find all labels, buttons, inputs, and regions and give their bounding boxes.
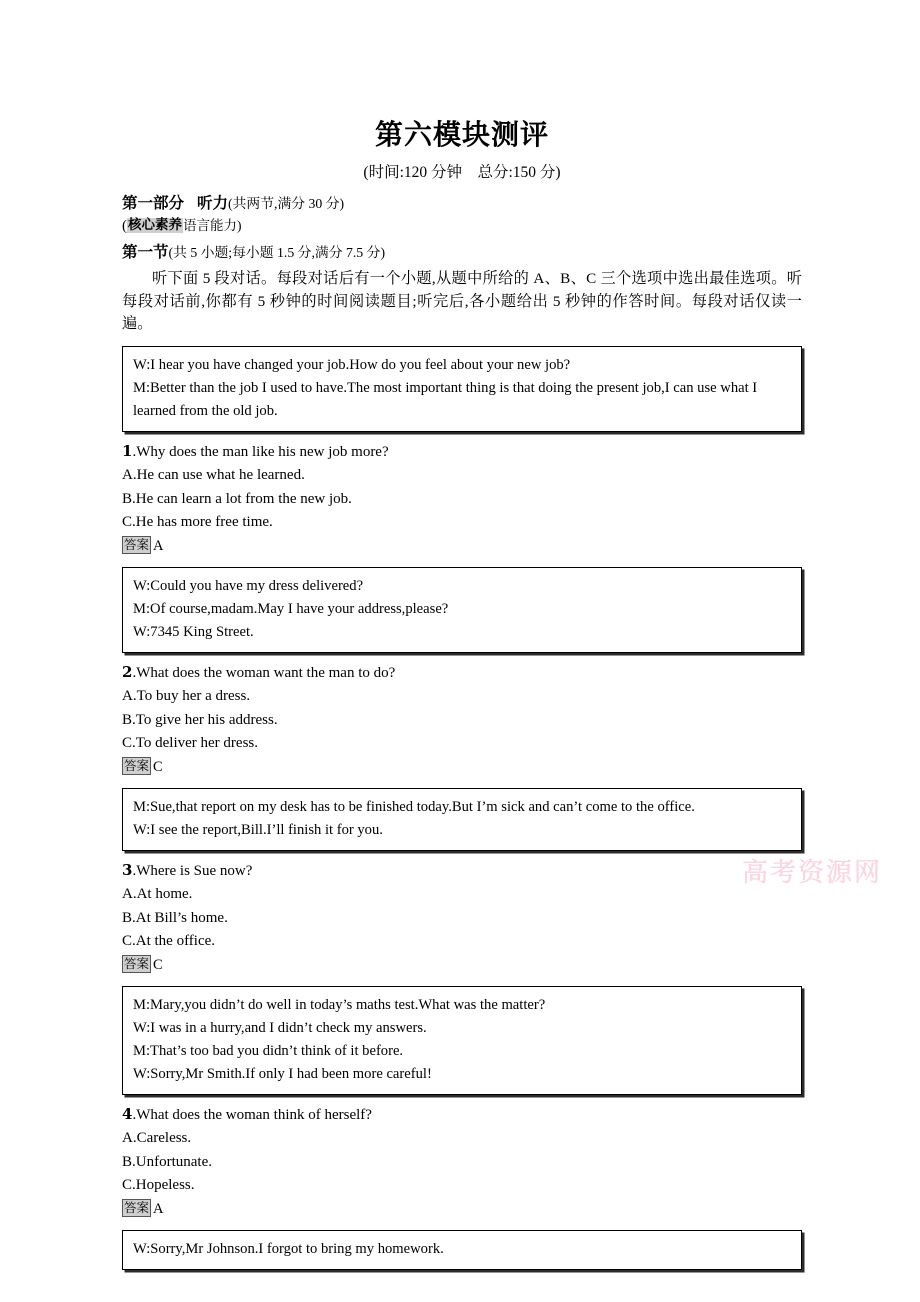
question-number: 3	[122, 860, 133, 879]
question-option-b[interactable]: B.To give her his address.	[122, 711, 278, 728]
section-label: 第一节	[122, 242, 169, 261]
question-number: 4	[122, 1104, 133, 1123]
question-option-c[interactable]: C.Hopeless.	[122, 1177, 195, 1193]
answer-value: A	[153, 537, 164, 554]
core-competency-tag: 核心素养	[128, 217, 182, 233]
answer-row	[122, 757, 802, 778]
question-stem	[122, 440, 802, 465]
dialogue-box	[122, 567, 802, 653]
section-meta: (共 5 小题;每小题 1.5 分,满分 7.5 分)	[168, 245, 386, 260]
question-option-a[interactable]: A.At home.	[122, 886, 193, 902]
dialogue-line: M:That’s too bad you didn’t think of it before.	[133, 1042, 404, 1059]
part-heading	[122, 192, 802, 215]
question-block	[122, 859, 802, 976]
part-meta: (共两节,满分 30 分)	[228, 196, 345, 211]
section-heading	[122, 241, 802, 264]
question-number: 1	[122, 441, 133, 460]
answer-tag: 答案	[124, 1199, 150, 1215]
answer-value: A	[153, 1200, 164, 1217]
question-text: .What does the woman want the man to do?	[132, 664, 396, 681]
question-option-c[interactable]: C.At the office.	[122, 933, 216, 949]
question-option-b[interactable]: B.At Bill’s home.	[122, 909, 228, 926]
dialogue-line: M:Of course,madam.May I have your address,please?	[133, 600, 449, 617]
question-block	[122, 661, 802, 778]
question-text: .Where is Sue now?	[132, 862, 253, 879]
dialogue-box	[122, 986, 802, 1095]
competency-open-paren: (	[122, 218, 127, 234]
answer-row	[122, 1199, 802, 1220]
question-block	[122, 1103, 802, 1220]
dialogue-line: W:Sorry,Mr Johnson.I forgot to bring my homework.	[133, 1240, 444, 1257]
page-watermark: 高考资源网	[742, 858, 883, 888]
question-option-b[interactable]: B.He can learn a lot from the new job.	[122, 490, 352, 507]
dialogue-box	[122, 346, 802, 432]
dialogue-box	[122, 788, 802, 851]
answer-value: C	[153, 758, 163, 775]
answer-row	[122, 955, 802, 976]
question-option-a[interactable]: A.Careless.	[122, 1130, 192, 1146]
question-stem	[122, 661, 802, 686]
dialogue-line: M:Better than the job I used to have.The most important thing is that doing the present job,I can use what I learned from the old job.	[133, 379, 758, 419]
exam-meta-subtitle: (时间:120 分钟 总分:150 分)	[363, 164, 561, 181]
dialogue-line: W:I see the report,Bill.I’ll finish it for you.	[133, 821, 383, 838]
question-block	[122, 440, 802, 557]
answer-value: C	[153, 956, 163, 973]
question-option-a[interactable]: A.He can use what he learned.	[122, 467, 305, 483]
dialogue-line: W:Could you have my dress delivered?	[133, 577, 364, 594]
question-number: 2	[122, 662, 133, 681]
dialogue-line: M:Mary,you didn’t do well in today’s maths test.What was the matter?	[133, 996, 546, 1013]
part-name: 听力	[197, 193, 229, 212]
dialogue-line: W:I was in a hurry,and I didn’t check my answers.	[133, 1019, 427, 1036]
question-text: .What does the woman think of herself?	[132, 1106, 372, 1123]
question-option-b[interactable]: B.Unfortunate.	[122, 1153, 212, 1170]
question-stem	[122, 1103, 802, 1128]
question-stem	[122, 859, 802, 884]
page-title: 第六模块测评	[374, 118, 549, 151]
answer-tag: 答案	[124, 955, 150, 971]
question-text: .Why does the man like his new job more?	[132, 443, 389, 460]
answer-tag: 答案	[124, 757, 150, 773]
core-competency-text: 语言能力)	[183, 218, 242, 233]
dialogue-line: W:7345 King Street.	[133, 623, 254, 640]
dialogue-box	[122, 1230, 802, 1270]
section-directions: 听下面 5 段对话。每段对话后有一个小题,从题中所给的 A、B、C 三个选项中选出最佳选项。听每段对话前,你都有 5 秒钟的时间阅读题目;听完后,各小题给出 5 秒钟的作答时间。每段对话仅读一遍。	[122, 270, 802, 332]
dialogue-line: W:I hear you have changed your job.How do you feel about your new job?	[133, 356, 571, 373]
core-competency-line	[122, 216, 802, 236]
dialogue-line: M:Sue,that report on my desk has to be finished today.But I’m sick and can’t come to the office.	[133, 798, 695, 815]
question-option-c[interactable]: C.He has more free time.	[122, 514, 273, 530]
answer-tag: 答案	[124, 536, 150, 552]
answer-row	[122, 536, 802, 557]
question-option-a[interactable]: A.To buy her a dress.	[122, 688, 251, 704]
document-content	[122, 0, 802, 1270]
question-option-c[interactable]: C.To deliver her dress.	[122, 735, 258, 751]
part-label: 第一部分	[122, 193, 185, 212]
dialogue-line: W:Sorry,Mr Smith.If only I had been more careful!	[133, 1065, 432, 1082]
